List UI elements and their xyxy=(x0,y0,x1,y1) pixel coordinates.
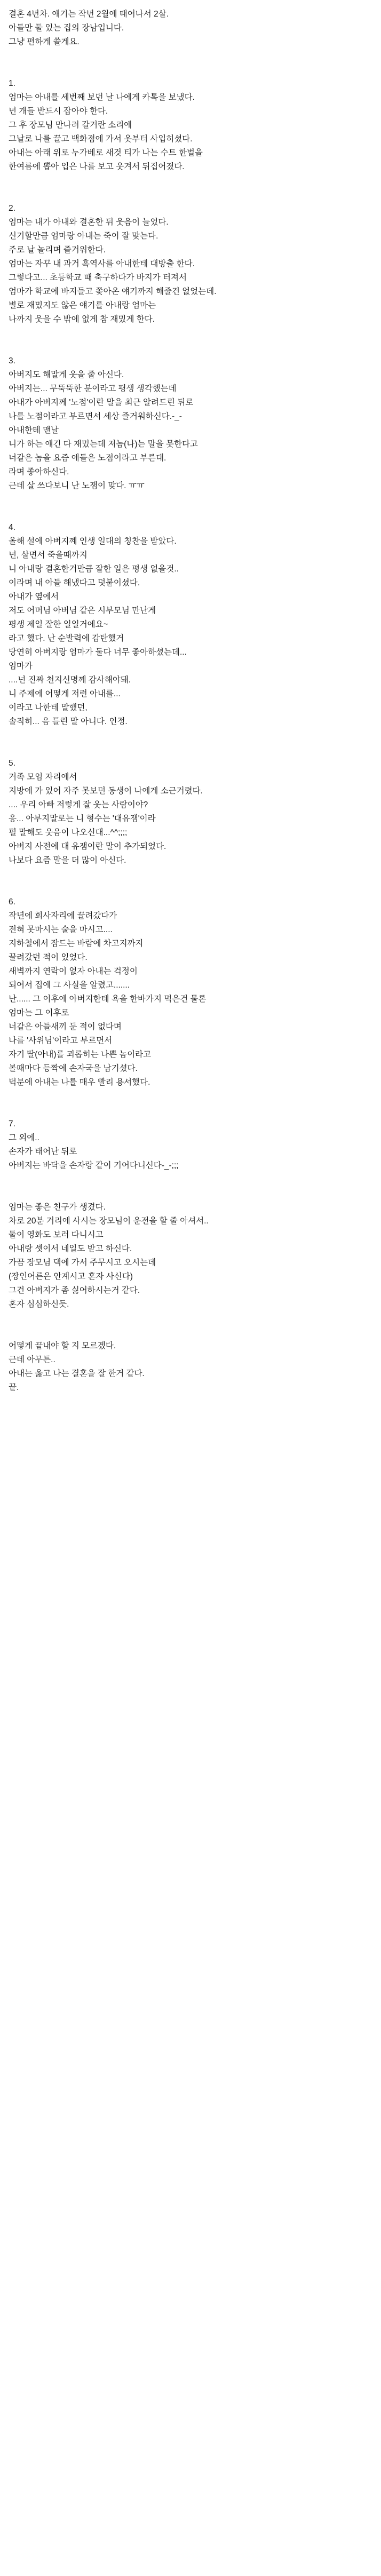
closing-line: 그건 아버지가 좀 싫어하시는거 같다. xyxy=(9,1286,140,1295)
section-5 xyxy=(9,757,372,868)
section-line: 아내는 아래 위로 누가베로 새것 티가 나는 수트 한벌을 xyxy=(9,148,203,157)
section-line: 아버지 사전에 대 유잼이란 말이 추가되었다. xyxy=(9,842,166,851)
section-line: 그렇다고... 초등학교 때 축구하다가 바지가 터져서 xyxy=(9,273,187,282)
section-line: 지하철에서 잠드는 바람에 차고지까지 xyxy=(9,939,144,948)
section-line: 근데 살 쓰다보니 난 노잼이 맞다. ㅠㅠ xyxy=(9,481,145,490)
section-line: 너같은 놈을 요즘 애들은 노점이라고 부른대. xyxy=(9,454,166,463)
section-line: 넌 개들 반드시 잡아야 한다. xyxy=(9,107,108,116)
section-line: 그 후 장모님 만나러 갈거란 소리에 xyxy=(9,121,132,130)
spacer xyxy=(9,729,372,757)
section-line: 아버지는 바닥을 손자랑 같이 기어다니신다-_-;;; xyxy=(9,1161,179,1170)
section-line: 지방에 가 있어 자주 못보던 동생이 나에게 소근거렸다. xyxy=(9,786,203,796)
spacer xyxy=(9,1311,372,1339)
section-line: 별로 재밌지도 않은 얘기를 아내랑 엄마는 xyxy=(9,301,156,310)
ending-block xyxy=(9,1339,372,1395)
section-line: 나까지 웃을 수 밖에 없게 참 재밌게 한다. xyxy=(9,315,155,324)
section-line: 그 외에.. xyxy=(9,1133,39,1142)
section-number: 1. xyxy=(9,79,15,88)
section-number: 6. xyxy=(9,897,15,907)
section-line: 나보다 요즘 말을 더 많이 아신다. xyxy=(9,856,126,865)
section-line: 엄마는 아내를 세번째 보던 날 나에게 카톡을 보냈다. xyxy=(9,93,195,102)
section-line: 평생 제일 잘한 일일거에요~ xyxy=(9,620,108,629)
closing-line: 차로 20분 거리에 사시는 장모님이 운전을 할 줄 아셔서.. xyxy=(9,1217,209,1226)
section-line: .... 우리 아빠 저렇게 잘 웃는 사람이야? xyxy=(9,800,148,809)
spacer xyxy=(9,327,372,354)
section-line: 당연히 아버지랑 엄마가 둘다 너무 좋아하셨는데... xyxy=(9,648,187,657)
section-line: 나를 노점이라고 부르면서 세상 즐거워하신다.-_- xyxy=(9,412,182,421)
closing-line: 엄마는 좋은 친구가 생겼다. xyxy=(9,1203,106,1212)
closing-line: 가끔 장모님 댁에 가서 주무시고 오시는데 xyxy=(9,1258,156,1267)
section-line: 아버지는... 무뚝뚝한 분이라고 평생 생각했는데 xyxy=(9,384,177,393)
closing-line: (장인어른은 안계시고 혼자 사신다) xyxy=(9,1272,133,1281)
ending-line: 근데 아무튼.. xyxy=(9,1355,55,1364)
section-line: 이라며 내 아들 해냈다고 덧붙이셨다. xyxy=(9,578,140,587)
section-line: 니가 하는 얘긴 다 재밌는데 저놈(나)는 말을 못한다고 xyxy=(9,440,198,449)
section-line: 아버지도 해말게 웃을 줄 아신다. xyxy=(9,370,124,379)
section-line: 너같은 아들새끼 둔 적이 없다며 xyxy=(9,1022,122,1031)
section-line: 거족 모임 자리에서 xyxy=(9,773,77,782)
spacer xyxy=(9,1173,372,1200)
section-line: 손자가 태어난 뒤로 xyxy=(9,1147,77,1156)
ending-line: 끝. xyxy=(9,1383,19,1392)
section-line: 올해 설에 아버지꼐 인생 일대의 칭찬을 받았다. xyxy=(9,537,177,546)
section-line: 니 아내랑 결혼한거만큼 잘한 일은 평생 없을것.. xyxy=(9,565,179,574)
section-line: 덕분에 아내는 나를 매우 빨리 용서했다. xyxy=(9,1078,150,1087)
section-line: 끌려갔던 적이 있었다. xyxy=(9,953,88,962)
section-2 xyxy=(9,202,372,327)
closing-line: 아내랑 셋이서 네일도 받고 하신다. xyxy=(9,1244,132,1253)
section-line: 볼때마다 등짝에 손자국을 남기셨다. xyxy=(9,1064,138,1073)
section-line: 니 주제에 어떻게 저런 아내를... xyxy=(9,689,121,698)
section-line: 엄마는 그 이후로 xyxy=(9,1008,69,1017)
section-line: 되어서 집에 그 사실을 알렸고....... xyxy=(9,981,130,990)
section-line: 신기할만큼 엄마랑 아내는 죽이 잘 맞는다. xyxy=(9,232,158,241)
section-3 xyxy=(9,354,372,493)
intro-line: 그냥 편하게 쓸게요. xyxy=(9,37,80,46)
section-line: 자기 딸(아내)를 괴롭히는 나쁜 놈이라고 xyxy=(9,1050,152,1059)
section-line: 나를 '사위님'이라고 부르면서 xyxy=(9,1036,113,1045)
section-line: 응... 아부지말로는 니 형수는 '대유잼'이라 xyxy=(9,814,156,823)
ending-line: 아내는 옳고 나는 결혼을 잘 한거 같다. xyxy=(9,1369,145,1378)
spacer xyxy=(9,868,372,895)
section-line: 아내가 옆에서 xyxy=(9,592,59,601)
spacer xyxy=(9,1090,372,1117)
section-line: 그날로 나를 끌고 백화점에 가서 옷부터 사입히셨다. xyxy=(9,134,193,144)
intro-block xyxy=(9,7,372,49)
section-line: 엄마가 xyxy=(9,662,33,671)
section-6 xyxy=(9,895,372,1090)
section-4 xyxy=(9,521,372,729)
ending-line: 어떻게 끝내야 할 지 모르겠다. xyxy=(9,1341,116,1350)
section-line: 펼 말해도 웃음이 나오신대...^^;;;; xyxy=(9,828,128,837)
section-line: 전혀 못마시는 술을 마시고.... xyxy=(9,925,113,934)
closing-block xyxy=(9,1200,372,1311)
section-line: 엄마는 자꾸 내 과거 흑역사를 아내한테 대방출 한다. xyxy=(9,259,195,268)
section-line: 엄마가 학교에 바지들고 쫒아온 얘기까지 해줄건 없었는데. xyxy=(9,287,217,296)
section-number: 3. xyxy=(9,356,15,365)
section-line: 라고 했다. 난 순발력에 감탄했거 xyxy=(9,634,124,643)
closing-line: 둘이 영화도 보러 다니시고 xyxy=(9,1230,104,1239)
section-line: 솔직히... 음 틀린 말 아니다. 인정. xyxy=(9,717,128,726)
intro-line: 결혼 4년차. 애기는 작년 2월에 태어나서 2살. xyxy=(9,10,169,19)
spacer xyxy=(9,174,372,202)
section-line: 엄마는 내가 아내와 결혼한 뒤 웃음이 늘었다. xyxy=(9,218,169,227)
section-line: 새벽까지 연락이 없자 아내는 걱정이 xyxy=(9,967,138,976)
section-line: 라며 좋아하신다. xyxy=(9,467,69,476)
section-line: 아내가 아버지께 '노점'이란 말을 최근 알려드린 뒤로 xyxy=(9,398,194,407)
section-line: 난...... 그 이후에 아버지한테 욕을 한바가지 먹은건 물론 xyxy=(9,995,207,1004)
section-line: 저도 어머님 아버님 같은 시부모님 만난게 xyxy=(9,606,156,615)
section-line: 한여름에 뽑아 입은 나를 보고 웃겨서 뒤집어졌다. xyxy=(9,162,185,171)
intro-line: 아들만 둘 있는 집의 장남입니다. xyxy=(9,23,124,33)
section-line: ....넌 진짜 천지신명께 감사해야돼. xyxy=(9,675,131,685)
closing-line: 혼자 심심하신듯. xyxy=(9,1300,69,1309)
section-line: 이라고 나한테 말했던, xyxy=(9,703,88,712)
spacer xyxy=(9,49,372,77)
section-number: 4. xyxy=(9,523,15,532)
section-line: 넌, 살면서 죽을때까지 xyxy=(9,551,88,560)
section-number: 5. xyxy=(9,759,15,768)
section-number: 7. xyxy=(9,1119,15,1128)
section-line: 작년에 회사자리에 끌려갔다가 xyxy=(9,911,117,920)
section-line: 주로 날 놀리며 즐거워한다. xyxy=(9,245,106,255)
section-7 xyxy=(9,1117,372,1173)
section-line: 아내한테 맨날 xyxy=(9,426,59,435)
spacer xyxy=(9,493,372,521)
section-1 xyxy=(9,77,372,174)
section-number: 2. xyxy=(9,204,15,213)
